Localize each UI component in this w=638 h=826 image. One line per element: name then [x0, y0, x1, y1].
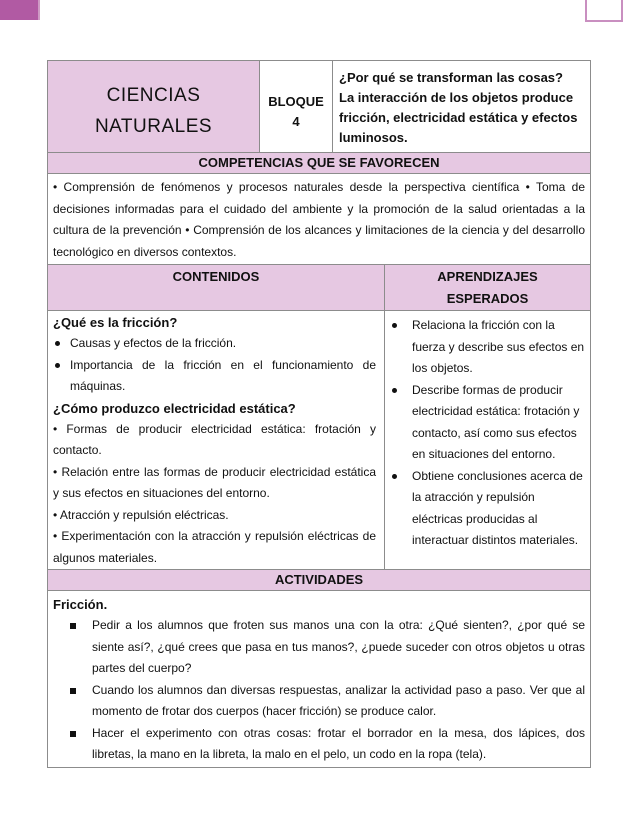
subject-line-2: NATURALES [94, 116, 213, 137]
topic-subtitle: La interacción de los objetos produce fricción, electricidad estática y efectos luminosos. [339, 90, 578, 145]
aprendizajes-body [385, 311, 591, 570]
aprendizajes-heading-line-2: ESPERADOS [446, 291, 529, 306]
topic-cell [333, 61, 591, 153]
actividades-section-title: Fricción. [53, 597, 108, 612]
bloque-number: 4 [292, 114, 300, 129]
list-item: Obtiene conclusiones acerca de la atracción y repulsión eléctricas producidas al interactuar distintos materiales. [390, 466, 585, 552]
header-row [48, 61, 591, 153]
list-item: Pedir a los alumnos que froten sus manos una con la otra: ¿Qué sienten?, ¿por qué se siente así?, ¿qué crees que pasa en tus manos?, ¿puede suceder con otros objetos u otras partes del cuerpo? [53, 615, 585, 680]
list-item: • Atracción y repulsión eléctricas. [53, 507, 229, 522]
list-item: Importancia de la fricción en el funcionamiento de máquinas. [53, 355, 376, 398]
subject-cell [48, 61, 260, 153]
actividades-list [53, 615, 585, 766]
contenidos-question-friccion: ¿Qué es la fricción? [53, 315, 178, 330]
corner-decoration-left [0, 0, 40, 20]
bloque-label: BLOQUE [268, 94, 324, 109]
list-item: • Experimentación con la atracción y repulsión eléctricas de algunos materiales. [53, 529, 376, 565]
competencias-text: • Comprensión de fenómenos y procesos naturales desde la perspectiva científica • Toma de decisiones informadas para el cuidado del ambiente y la promoción de la salud orientadas a la cultura de la prevención • Comprensión de los alcances y limitaciones de la ciencia y del desarrollo tecnológico en diversos contextos. [48, 174, 591, 265]
corner-decoration-right [585, 0, 623, 22]
aprendizajes-list [390, 315, 585, 552]
list-item: Relaciona la fricción con la fuerza y describe sus efectos en los objetos. [390, 315, 585, 380]
contenidos-body [48, 311, 385, 570]
list-item: • Formas de producir electricidad estática: frotación y contacto. [53, 421, 376, 457]
competencias-heading: COMPETENCIAS QUE SE FAVORECEN [48, 153, 591, 174]
list-item: Describe formas de producir electricidad estática: frotación y contacto, así como sus efectos en situaciones del entorno. [390, 380, 585, 466]
list-item: • Relación entre las formas de producir electricidad estática y sus efectos en situaciones del entorno. [53, 464, 376, 500]
topic-question: ¿Por qué se transforman las cosas? [339, 70, 563, 85]
aprendizajes-heading-line-1: APRENDIZAJES [437, 269, 538, 284]
list-item: Causas y efectos de la fricción. [53, 333, 376, 355]
contenidos-friccion-list [53, 333, 376, 398]
actividades-body [48, 591, 591, 768]
bloque-cell [260, 61, 333, 153]
list-item: Cuando los alumnos dan diversas respuestas, analizar la actividad paso a paso. Ver que al momento de frotar dos cuerpos (hacer fricción) se produce calor. [53, 680, 585, 723]
planning-table [47, 60, 591, 768]
list-item: Hacer el experimento con otras cosas: frotar el borrador en la mesa, dos lápices, dos libretas, la mano en la libreta, la malo en el pelo, un codo en la ropa (tela). [53, 723, 585, 766]
actividades-heading: ACTIVIDADES [48, 570, 591, 591]
aprendizajes-heading [385, 265, 591, 311]
contenidos-question-electricidad: ¿Cómo produzco electricidad estática? [53, 400, 296, 416]
contenidos-heading: CONTENIDOS [48, 265, 385, 311]
subject-line-1: CIENCIAS [106, 85, 201, 106]
